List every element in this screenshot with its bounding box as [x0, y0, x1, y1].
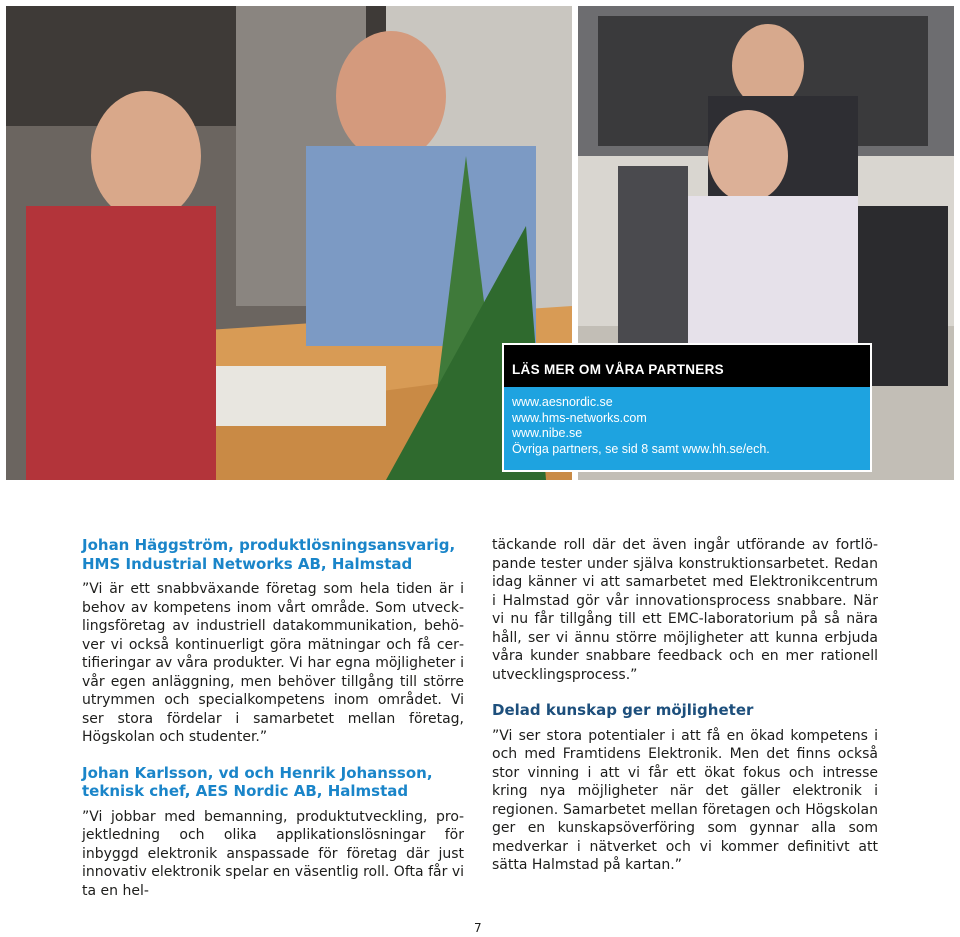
- interviewee-heading-aes-line2: teknisk chef, AES Nordic AB, Halmstad: [82, 782, 409, 800]
- partner-link-nibe[interactable]: www.nibe.se: [512, 426, 583, 440]
- partner-link-hms[interactable]: www.hms-networks.com: [512, 410, 647, 425]
- page-number: 7: [474, 921, 482, 935]
- partner-link-other[interactable]: Övriga partners, se sid 8 samt www.hh.se/ech.: [512, 441, 770, 456]
- quote-aes-part2: täckande roll där det även ingår utförande av fortlöpande tester under själva konstruktionsarbetet. Redan idag känner vi att samarbetet med Elektronikcentrum i Halmstad gör vår innovationsprocess snabbare. När vi nu får tillgång till ett EMC-laboratorium på så nära håll, ser vi ännu större möjligheter att kunna erbjuda våra kunder snabbare feedback och en mer rationell utvecklingsprocess.”: [492, 537, 878, 683]
- interviewee-heading-hms-line1: Johan Häggström, produktlösningsansvarig,: [82, 536, 456, 554]
- photo-office-meeting-image: [6, 6, 572, 480]
- quote-shared-knowledge: ”Vi ser stora potentialer i att få en ökad kompetens i och med Framtidens Elektronik. Men det finns också stor vinning i att vi får ett ökat fokus och intresse kring nya möjligheter när det gäller elektronik i regionen. Samarbetet mellan företagen och Högskolan ger en kunskapsöverföring som gynnar alla som medverkar i nätverket och vi kommer definitivt att sätta Halmstad på kartan.”: [492, 727, 878, 873]
- interviewee-heading-hms-line2: HMS Industrial Networks AB, Halmstad: [82, 554, 413, 573]
- partners-link-list: [504, 387, 870, 457]
- quote-aes-part1: ”Vi jobbar med bemanning, produktutveckling, projektledning och olika applikationslösningar för inbyggd elektronik anspassade för företag där just innovativ elektronik spelar en väsentlig roll. Ofta får vi ta en hel-: [82, 808, 464, 899]
- partners-box-title: LÄS MER OM VÅRA PARTNERS: [504, 345, 870, 387]
- interviewee-heading-aes: [82, 764, 464, 801]
- partners-info-box: [502, 343, 872, 472]
- photo-office-meeting: [6, 6, 572, 480]
- interviewee-heading-aes-line1: Johan Karlsson, vd och Henrik Johansson,: [82, 763, 433, 782]
- section-heading-shared-knowledge: Delad kunskap ger möjligheter: [492, 701, 754, 719]
- interviewee-heading-hms: [82, 536, 464, 573]
- partner-link-aesnordic[interactable]: www.aesnordic.se: [512, 395, 613, 409]
- quote-hms: ”Vi är ett snabbväxande företag som hela tiden är i behov av kompetens inom vårt område. Som utvecklingsföretag av industriell datakommunikation, behöver vi också kontinuerligt göra mätningar och få certifieringar av våra produkter. Vi har egna möjligheter i vår egen anläggning, men behöver tillgång till större utrymmen och specialkompetens inom området. Vi ser stora fördelar i samarbetet mellan företag, Högskolan och studenter.”: [82, 581, 464, 745]
- article-right-column: [492, 536, 878, 875]
- article-left-column: [82, 536, 464, 900]
